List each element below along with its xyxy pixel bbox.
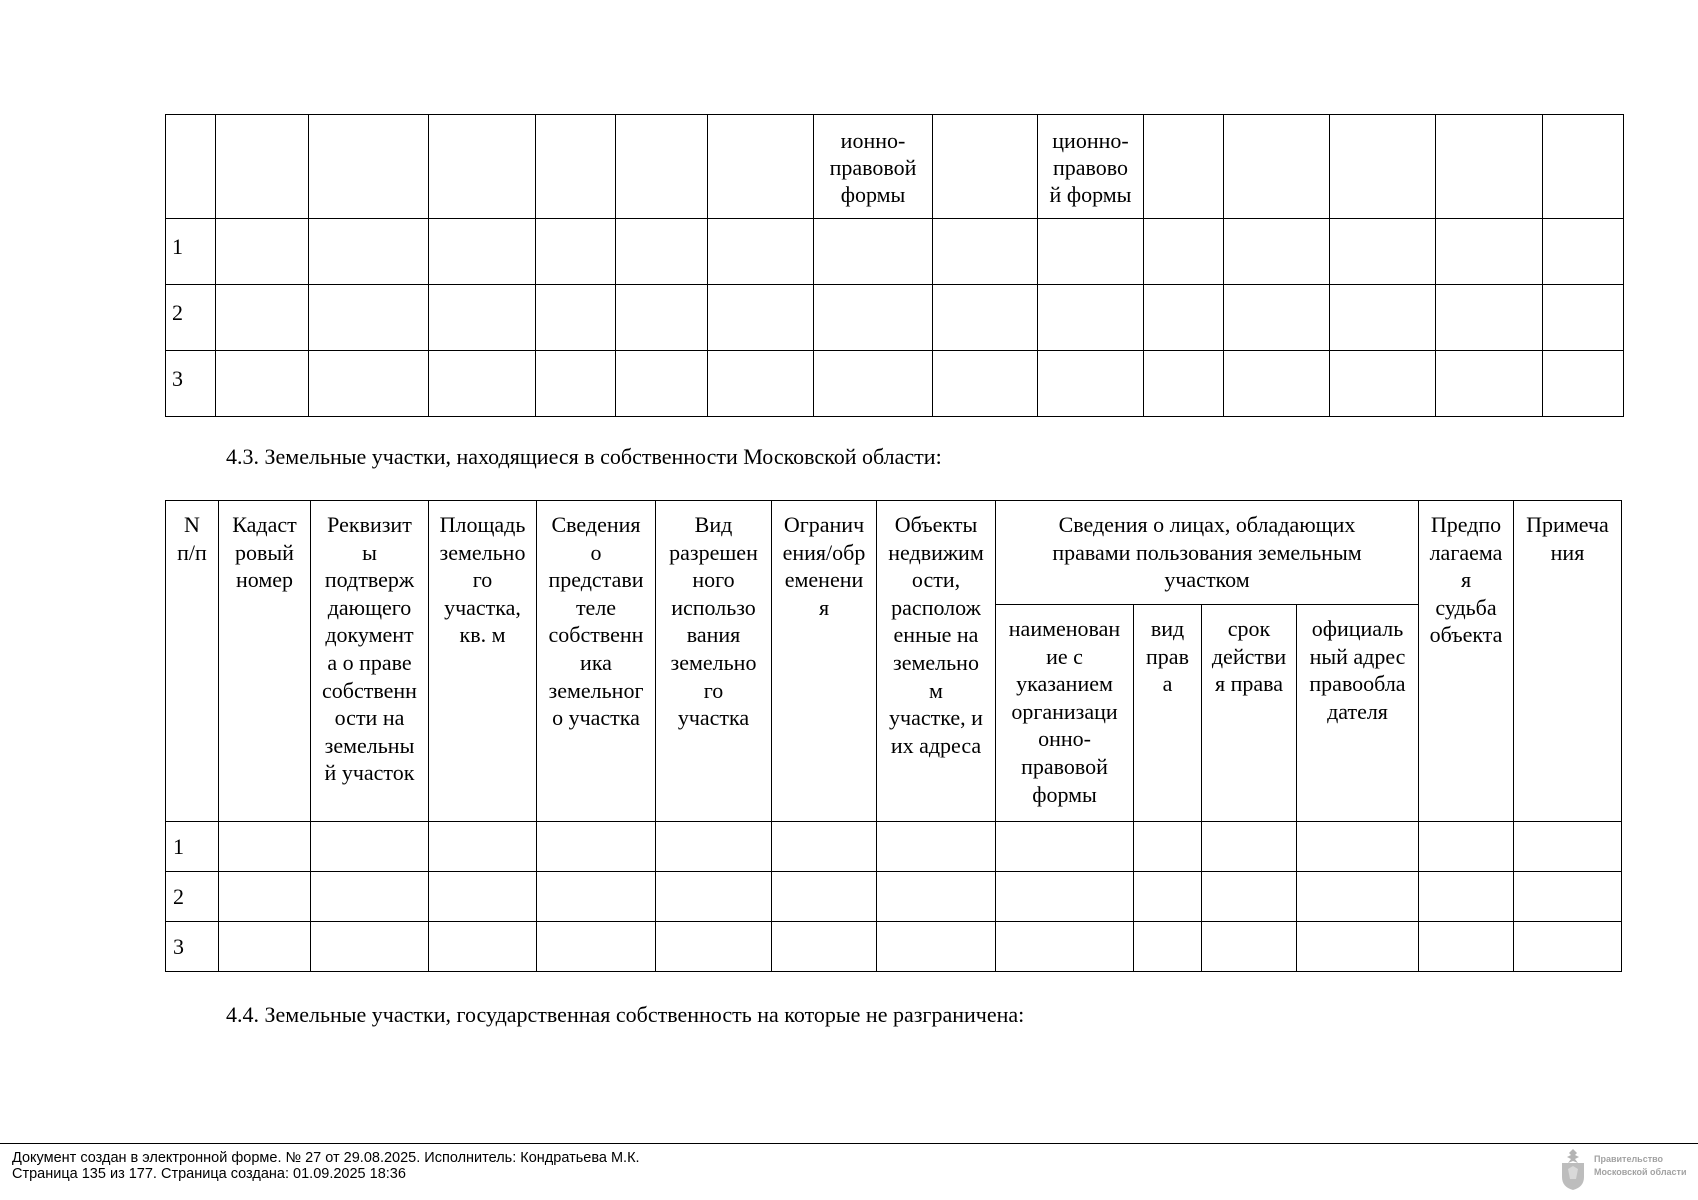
section-4-3-heading: 4.3. Земельные участки, находящиеся в собственности Московской области: [226,444,942,469]
logo-text-line-2: Московской области [1594,1167,1687,1177]
column-header-restrictions: Огранич ения/обр еменени я [772,501,877,822]
section-4-4-heading: 4.4. Земельные участки, государственная собственность на которые не разграничена: [226,1002,1025,1027]
header-cell [1144,115,1224,219]
table-cell [814,285,933,351]
table-cell [1144,285,1224,351]
table-cell [1419,872,1514,922]
row-number: 3 [166,351,216,417]
subcolumn-header-right-term: срок действи я права [1202,605,1297,822]
table-cell [708,351,814,417]
table-cell [536,219,616,285]
table-cell [996,872,1134,922]
table-cell [1144,351,1224,417]
table-cell [1134,822,1202,872]
table-row [166,219,1624,285]
table-cell [656,822,772,872]
table-cell [429,922,537,972]
table-cell [429,351,536,417]
table-cell [1224,219,1330,285]
table-cell [708,285,814,351]
table-cell [1202,922,1297,972]
column-header-owner-representative: Сведения о представи теле собственн ика земельног о участка [537,501,656,822]
table-cell [1543,351,1624,417]
table-cell [311,922,429,972]
table-row [166,822,1622,872]
header-cell [309,115,429,219]
row-number: 1 [166,822,219,872]
column-header-real-estate-objects: Объекты недвижим ости, располож енные на земельно м участке, и их адреса [877,501,996,822]
table-cell [1038,351,1144,417]
table-cell [216,219,309,285]
table-cell [933,351,1038,417]
header-cell [429,115,536,219]
coat-of-arms-icon [1558,1147,1588,1191]
table-cell [1514,872,1622,922]
row-number: 3 [166,922,219,972]
subcolumn-header-name: наименован ие с указанием организаци онно- правовой формы [996,605,1134,822]
table-cell [537,822,656,872]
table-cell [814,351,933,417]
table-header-row [166,115,1624,219]
table-cell [216,285,309,351]
table-cell [537,872,656,922]
government-logo [1556,1145,1696,1193]
table-cell [536,351,616,417]
table-cell [933,219,1038,285]
column-group-header-right-holders: Сведения о лицах, обладающих правами пользования земельным участком [996,501,1419,605]
table-cell [996,922,1134,972]
table-cell [309,285,429,351]
table-cell [429,872,537,922]
table-cell [772,872,877,922]
column-header-permitted-use: Вид разрешен ного использо вания земельно го участка [656,501,772,822]
table-cell [429,285,536,351]
table-cell [429,822,537,872]
column-header-ownership-document: Реквизит ы подтверж дающего документ а о праве собственн ости на земельны й участок [311,501,429,822]
table-cell [1297,922,1419,972]
table-cell [933,285,1038,351]
table-cell [311,872,429,922]
table-row [166,285,1624,351]
header-cell: ционно- правово й формы [1038,115,1144,219]
table-cell [1419,822,1514,872]
table-cell [429,219,536,285]
column-header-area: Площадь земельно го участка, кв. м [429,501,537,822]
table-cell [1224,351,1330,417]
table-cell [311,822,429,872]
table-cell [1330,285,1436,351]
table-cell [537,922,656,972]
section-4-3-table [165,500,1622,972]
table-row [166,872,1622,922]
table-cell [536,285,616,351]
table-cell [1436,285,1543,351]
table-cell [1038,285,1144,351]
table-cell [1514,822,1622,872]
table-cell [1436,219,1543,285]
subcolumn-header-address: официаль ный адрес правообла дателя [1297,605,1419,822]
table-cell [1038,219,1144,285]
table-cell [1134,922,1202,972]
table-cell [656,922,772,972]
header-cell [166,115,216,219]
table-row [166,922,1622,972]
header-cell [536,115,616,219]
table-cell [1330,351,1436,417]
table-header-row [166,501,1622,605]
footer-document-info: Документ создан в электронной форме. № 27 от 29.08.2025. Исполнитель: Кондратьева М.К. [12,1150,640,1166]
table-cell [219,822,311,872]
table-cell [996,822,1134,872]
header-cell [708,115,814,219]
table-cell [616,351,708,417]
header-cell [216,115,309,219]
table-cell [1224,285,1330,351]
table-cell [1202,822,1297,872]
table-cell [772,922,877,972]
column-header-intended-fate: Предпо лагаема я судьба объекта [1419,501,1514,822]
table-cell [616,285,708,351]
header-cell [1330,115,1436,219]
table-cell [309,219,429,285]
table-cell [1297,872,1419,922]
table-cell [1543,285,1624,351]
table-cell [1134,872,1202,922]
table-cell [1144,219,1224,285]
row-number: 2 [166,285,216,351]
table-cell [219,872,311,922]
row-number: 1 [166,219,216,285]
table-row [166,351,1624,417]
table-cell [877,822,996,872]
logo-text-line-1: Правительство [1594,1154,1664,1164]
subcolumn-header-right-type: вид прав а [1134,605,1202,822]
table-cell [877,922,996,972]
table-cell [877,872,996,922]
table-cell [1419,922,1514,972]
column-header-notes: Примеча ния [1514,501,1622,822]
column-header-number: N п/п [166,501,219,822]
table-cell [708,219,814,285]
column-header-cadastral-number: Кадаст ровый номер [219,501,311,822]
table-cell [1543,219,1624,285]
header-cell [616,115,708,219]
table-cell [1436,351,1543,417]
table-cell [1202,872,1297,922]
table-cell [216,351,309,417]
header-cell [1436,115,1543,219]
footer-divider [0,1143,1698,1144]
table-cell [656,872,772,922]
header-cell [1224,115,1330,219]
header-cell [933,115,1038,219]
table-cell [1297,822,1419,872]
row-number: 2 [166,872,219,922]
table-cell [814,219,933,285]
table-cell [219,922,311,972]
header-cell: ионно- правовой формы [814,115,933,219]
header-cell [1543,115,1624,219]
table-cell [1514,922,1622,972]
table-cell [772,822,877,872]
table-cell [616,219,708,285]
table-cell [309,351,429,417]
continuation-table [165,114,1624,417]
footer-page-info: Страница 135 из 177. Страница создана: 01.09.2025 18:36 [12,1166,406,1182]
table-cell [1330,219,1436,285]
